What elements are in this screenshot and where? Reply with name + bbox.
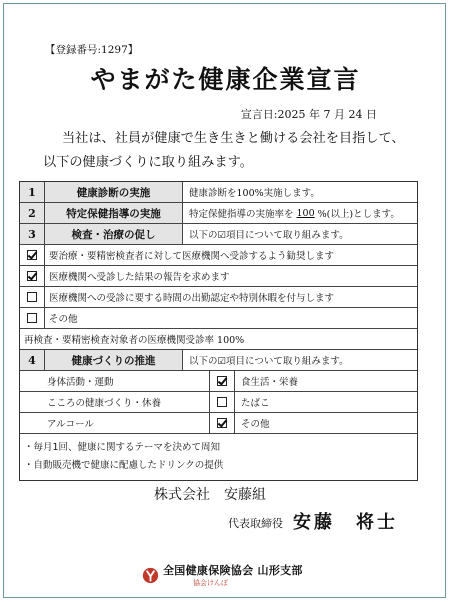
item4-notes (20, 434, 417, 480)
checkbox-unchecked[interactable] (217, 397, 227, 407)
intro-text (42, 127, 405, 175)
option-label: 医療機関へ受診した結果の報告を求めます (49, 272, 230, 283)
item3-note-row (20, 329, 417, 350)
representative-name: 安藤 将士 (293, 512, 398, 533)
option-label: 身体活動・運動 (20, 371, 210, 391)
option-label: こころの健康づくり・休養 (20, 392, 210, 412)
item3-note: 再検査・要精密検査対象者の医療機関受診率 100% (24, 335, 245, 346)
checkbox-checked[interactable] (27, 250, 37, 260)
option-label: 食生活・栄養 (241, 377, 299, 388)
item-description: 健康診断を100%実施します。 (189, 188, 320, 199)
page-title: やまがた健康企業宣言 (90, 65, 361, 94)
rate-value: 100 (296, 207, 315, 219)
association-short-name: 協会けんぽ (193, 579, 228, 587)
item-heading: 検査・治療の促し (45, 224, 183, 244)
option-label: 要治療・要精密検査者に対して医療機関へ受診するよう勧奨します (49, 251, 335, 262)
option-label: たばこ (241, 398, 270, 409)
item3-option (20, 308, 417, 329)
option-label: その他 (241, 419, 270, 430)
checkbox-checked[interactable] (217, 418, 227, 428)
checkbox-unchecked[interactable] (27, 292, 37, 302)
rate-prefix: 特定保健指導の実施率を (189, 209, 294, 220)
item4-option-row (20, 413, 417, 434)
item-heading: 健康づくりの推進 (45, 350, 183, 370)
note-line: ・毎月1回、健康に関するテーマを決めて周知 (24, 442, 221, 453)
item-row-3 (20, 224, 417, 245)
item-description (183, 203, 417, 223)
item3-option (20, 287, 417, 308)
representative-role: 代表取締役 (228, 517, 283, 530)
item-number: 4 (20, 350, 45, 370)
registration-number: 【登録番号:1297】 (45, 44, 139, 56)
intro-line-1: 当社は、社員が健康で生き生きと働ける会社を目指して、 (62, 131, 405, 146)
item-number: 1 (20, 182, 45, 202)
item-description: 以下の☑項目について取り組みます。 (189, 356, 349, 367)
rate-suffix: %(以上)とします。 (317, 209, 400, 220)
checkbox-checked[interactable] (217, 376, 227, 386)
note-line: ・自動販売機で健康に配慮したドリンクの提供 (24, 460, 224, 471)
company-name: 株式会社 安藤組 (154, 487, 266, 503)
item-row-1 (20, 182, 417, 203)
checkbox-unchecked[interactable] (27, 313, 37, 323)
checkbox-checked[interactable] (27, 271, 37, 281)
association-logo (142, 562, 303, 588)
declaration-date: 宣言日:2025 年 7 月 24 日 (240, 108, 377, 121)
item-number: 2 (20, 203, 45, 223)
association-name: 全国健康保険協会 山形支部 (163, 564, 303, 577)
option-label: アルコール (20, 413, 210, 433)
item-row-2 (20, 203, 417, 224)
option-label: その他 (49, 314, 78, 325)
item3-option (20, 266, 417, 287)
option-label: 医療機関への受診に要する時間の出勤認定や特別休暇を付与します (49, 293, 335, 304)
declaration-table (19, 181, 418, 481)
item4-option-row (20, 371, 417, 392)
intro-line-2: 以下の健康づくりに取り組みます。 (43, 155, 253, 170)
item3-option (20, 245, 417, 266)
item-heading: 特定保健指導の実施 (45, 203, 183, 223)
item-description: 以下の☑項目について取り組みます。 (189, 230, 349, 241)
item4-option-row (20, 392, 417, 413)
item4-notes-row (20, 434, 417, 480)
kyokai-kenpo-icon (142, 567, 159, 584)
item-row-4 (20, 350, 417, 371)
item-number: 3 (20, 224, 45, 244)
item-heading: 健康診断の実施 (45, 182, 183, 202)
